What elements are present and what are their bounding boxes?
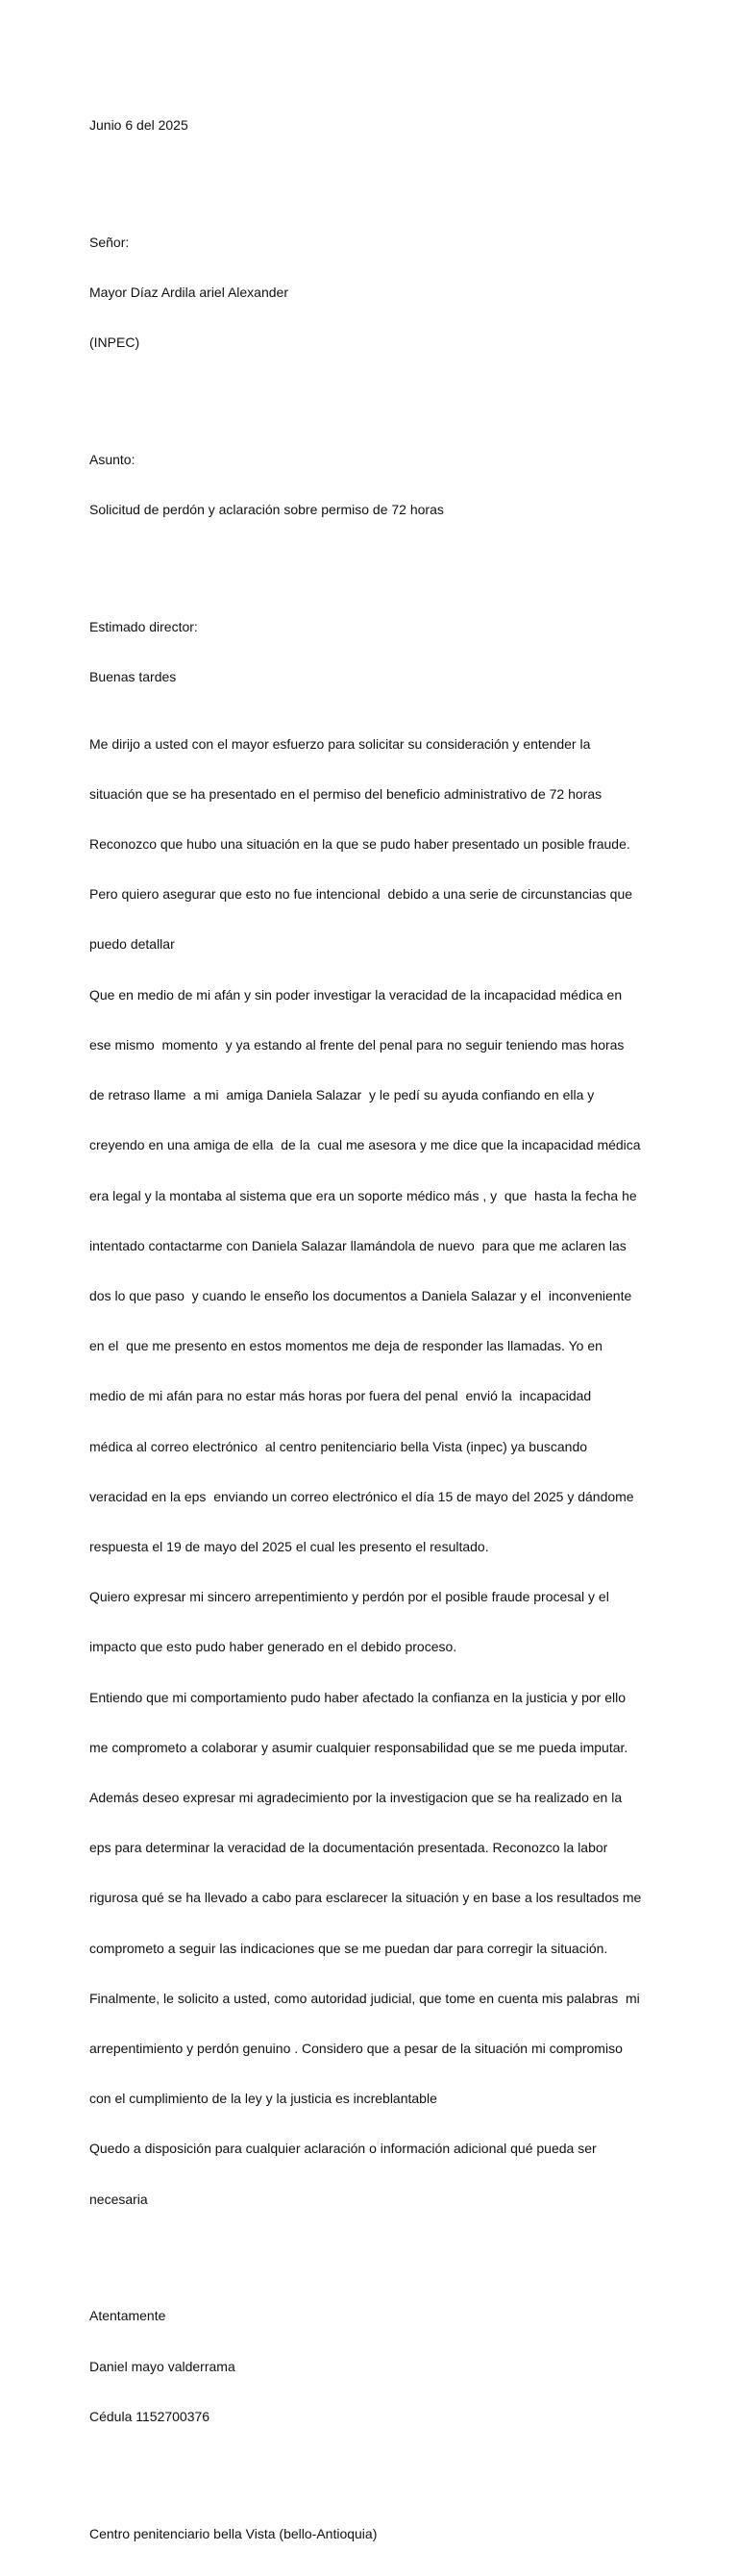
body-line: rigurosa qué se ha llevado a cabo para esclarecer la situación y en base a los resultados me bbox=[89, 1890, 642, 1906]
body-line: Finalmente, le solicito a usted, como autoridad judicial, que tome en cuenta mis palabras mi bbox=[89, 1990, 640, 2006]
spacer bbox=[89, 384, 656, 401]
recipient-organization: (INPEC) bbox=[89, 334, 140, 351]
body-line: comprometo a seguir las indicaciones que se me puedan dar para corregir la situación. bbox=[89, 1940, 608, 1956]
body-line: Me dirijo a usted con el mayor esfuerzo para solicitar su consideración y entender la bbox=[89, 735, 591, 752]
body-line: intentado contactarme con Daniela Salazar llamándola de nuevo para que me aclaren las bbox=[89, 1237, 627, 1253]
body-line: Que en medio de mi afán y sin poder investigar la veracidad de la incapacidad médica en bbox=[89, 986, 623, 1003]
signature-name: Daniel mayo valderrama bbox=[89, 2358, 235, 2374]
body-line: creyendo en una amiga de ella de la cual me asesora y me dice que la incapacidad médica bbox=[89, 1137, 641, 1153]
closing: Atentamente bbox=[89, 2308, 166, 2324]
spacer bbox=[89, 167, 656, 184]
recipient-title: Señor: bbox=[89, 234, 130, 250]
body-line: Quiero expresar mi sincero arrepentimiento y perdón por el posible fraude procesal y el bbox=[89, 1589, 609, 1605]
subject-text: Solicitud de perdón y aclaración sobre permiso de 72 horas bbox=[89, 502, 444, 518]
body-line: situación que se ha presentado en el permiso del beneficio administrativo de 72 horas bbox=[89, 785, 603, 802]
spacer bbox=[89, 2242, 656, 2258]
spacer bbox=[89, 552, 656, 568]
body-line: médica al correo electrónico al centro penitenciario bella Vista (inpec) ya buscando bbox=[89, 1438, 588, 1454]
body-line: Pero quiero asegurar que esto no fue intencional debido a una serie de circunstancias que bbox=[89, 886, 633, 903]
subject-label: Asunto: bbox=[89, 451, 135, 467]
greeting: Estimado director: bbox=[89, 618, 198, 634]
sender-location: Centro penitenciario bella Vista (bello-Antioquia) bbox=[89, 2525, 378, 2541]
body-line: era legal y la montaba al sistema que era un soporte médico más , y que hasta la fecha he bbox=[89, 1187, 637, 1203]
body-line: eps para determinar la veracidad de la documentación presentada. Reconozco la labor bbox=[89, 1840, 608, 1856]
body-line: en el que me presento en estos momentos me deja de responder las llamadas. Yo en bbox=[89, 1338, 603, 1354]
body-line: de retraso llame a mi amiga Daniela Salazar y le pedí su ayuda confiando en ella y bbox=[89, 1087, 595, 1103]
body-line: con el cumplimiento de la ley y la justicia es increblantable bbox=[89, 2091, 437, 2107]
body-line: necesaria bbox=[89, 2191, 148, 2207]
recipient-name: Mayor Díaz Ardila ariel Alexander bbox=[89, 284, 288, 300]
body-line: puedo detallar bbox=[89, 936, 175, 953]
letter-text bbox=[89, 84, 656, 2576]
body-line: Además deseo expresar mi agradecimiento por la investigacion que se ha realizado en la bbox=[89, 1789, 623, 1805]
body-line: veracidad en la eps enviando un correo electrónico el día 15 de mayo del 2025 y dándome bbox=[89, 1488, 634, 1504]
body-line: ese mismo momento y ya estando al frente del penal para no seguir teniendo mas horas bbox=[89, 1036, 625, 1053]
body-line: dos lo que paso y cuando le enseño los documentos a Daniela Salazar y el inconveniente bbox=[89, 1287, 632, 1303]
body-line: medio de mi afán para no estar más horas por fuera del penal envió la incapacidad bbox=[89, 1388, 592, 1404]
body-line: me comprometo a colaborar y asumir cualquier responsabilidad que se me pueda imputar. bbox=[89, 1739, 628, 1755]
letter-date: Junio 6 del 2025 bbox=[89, 116, 188, 133]
spacer bbox=[89, 2459, 656, 2475]
body-line: Entiendo que mi comportamiento pudo haber afectado la confianza en la justicia y por ello bbox=[89, 1689, 627, 1705]
signature-id: Cédula 1152700376 bbox=[89, 2408, 210, 2424]
body-line: impacto que esto pudo haber generado en el debido proceso. bbox=[89, 1639, 457, 1655]
body-line: arrepentimiento y perdón genuino . Considero que a pesar de la situación mi compromiso bbox=[89, 2040, 623, 2056]
body-line: respuesta el 19 de mayo del 2025 el cual les presento el resultado. bbox=[89, 1538, 489, 1554]
greeting-secondary: Buenas tardes bbox=[89, 669, 177, 685]
body-line: Reconozco que hubo una situación en la que se pudo haber presentado un posible fraude. bbox=[89, 836, 630, 853]
body-line: Quedo a disposición para cualquier aclaración o información adicional qué pueda ser bbox=[89, 2141, 597, 2157]
